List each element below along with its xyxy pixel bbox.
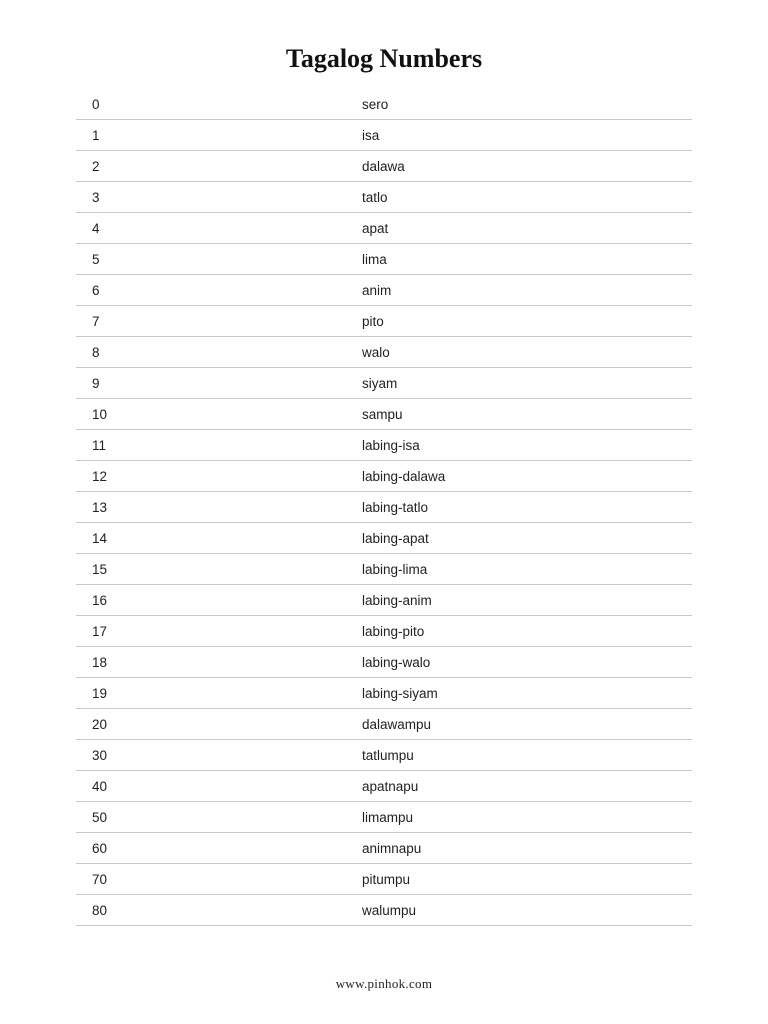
table-row bbox=[76, 523, 692, 554]
word-cell: apatnapu bbox=[362, 778, 419, 794]
number-cell: 14 bbox=[92, 530, 108, 546]
number-cell: 80 bbox=[92, 902, 108, 918]
table-row bbox=[76, 306, 692, 337]
number-cell: 7 bbox=[92, 313, 100, 329]
word-cell: lima bbox=[362, 251, 387, 267]
word-cell: labing-pito bbox=[362, 623, 425, 639]
number-cell: 12 bbox=[92, 468, 108, 484]
word-cell: animnapu bbox=[362, 840, 422, 856]
word-cell: pitumpu bbox=[362, 871, 411, 887]
word-cell: tatlo bbox=[362, 189, 388, 205]
table-row bbox=[76, 151, 692, 182]
number-cell: 18 bbox=[92, 654, 108, 670]
table-row bbox=[76, 337, 692, 368]
number-cell: 6 bbox=[92, 282, 100, 298]
number-cell: 15 bbox=[92, 561, 108, 577]
table-row bbox=[76, 430, 692, 461]
table-row bbox=[76, 740, 692, 771]
word-cell: limampu bbox=[362, 809, 414, 825]
word-cell: sampu bbox=[362, 406, 403, 422]
table-row bbox=[76, 368, 692, 399]
word-cell: labing-walo bbox=[362, 654, 431, 670]
table-row bbox=[76, 802, 692, 833]
number-cell: 30 bbox=[92, 747, 108, 763]
numbers-table bbox=[76, 89, 692, 926]
word-cell: labing-dalawa bbox=[362, 468, 446, 484]
number-cell: 13 bbox=[92, 499, 108, 515]
number-cell: 9 bbox=[92, 375, 100, 391]
table-row bbox=[76, 554, 692, 585]
word-cell: siyam bbox=[362, 375, 398, 391]
word-cell: walumpu bbox=[362, 902, 417, 918]
number-cell: 4 bbox=[92, 220, 100, 236]
number-cell: 10 bbox=[92, 406, 108, 422]
table-row bbox=[76, 647, 692, 678]
word-cell: walo bbox=[362, 344, 390, 360]
table-row bbox=[76, 399, 692, 430]
word-cell: labing-isa bbox=[362, 437, 420, 453]
number-cell: 8 bbox=[92, 344, 100, 360]
number-cell: 40 bbox=[92, 778, 108, 794]
word-cell: labing-anim bbox=[362, 592, 432, 608]
word-cell: labing-apat bbox=[362, 530, 429, 546]
table-row bbox=[76, 771, 692, 802]
word-cell: pito bbox=[362, 313, 384, 329]
number-cell: 16 bbox=[92, 592, 108, 608]
word-cell: apat bbox=[362, 220, 389, 236]
table-row bbox=[76, 833, 692, 864]
number-cell: 60 bbox=[92, 840, 108, 856]
table-row bbox=[76, 709, 692, 740]
table-row bbox=[76, 89, 692, 120]
word-cell: tatlumpu bbox=[362, 747, 414, 763]
word-cell: labing-siyam bbox=[362, 685, 438, 701]
table-row bbox=[76, 120, 692, 151]
number-cell: 50 bbox=[92, 809, 108, 825]
number-cell: 11 bbox=[92, 437, 107, 453]
table-row bbox=[76, 616, 692, 647]
word-cell: dalawa bbox=[362, 158, 405, 174]
table-row bbox=[76, 492, 692, 523]
number-cell: 2 bbox=[92, 158, 100, 174]
table-row bbox=[76, 864, 692, 895]
number-cell: 19 bbox=[92, 685, 108, 701]
word-cell: anim bbox=[362, 282, 392, 298]
table-row bbox=[76, 213, 692, 244]
word-cell: labing-lima bbox=[362, 561, 428, 577]
table-row bbox=[76, 244, 692, 275]
number-cell: 3 bbox=[92, 189, 100, 205]
number-cell: 1 bbox=[92, 127, 100, 143]
word-cell: isa bbox=[362, 127, 380, 143]
number-cell: 0 bbox=[92, 96, 100, 112]
table-row bbox=[76, 585, 692, 616]
number-cell: 17 bbox=[92, 623, 108, 639]
table-row bbox=[76, 678, 692, 709]
page-title: Tagalog Numbers bbox=[285, 44, 483, 73]
number-cell: 70 bbox=[92, 871, 108, 887]
table-row bbox=[76, 895, 692, 926]
footer-url: www.pinhok.com bbox=[335, 976, 433, 991]
table-row bbox=[76, 461, 692, 492]
word-cell: labing-tatlo bbox=[362, 499, 429, 515]
word-cell: dalawampu bbox=[362, 716, 432, 732]
table-row bbox=[76, 182, 692, 213]
number-cell: 20 bbox=[92, 716, 108, 732]
table-row bbox=[76, 275, 692, 306]
number-cell: 5 bbox=[92, 251, 100, 267]
word-cell: sero bbox=[362, 96, 389, 112]
